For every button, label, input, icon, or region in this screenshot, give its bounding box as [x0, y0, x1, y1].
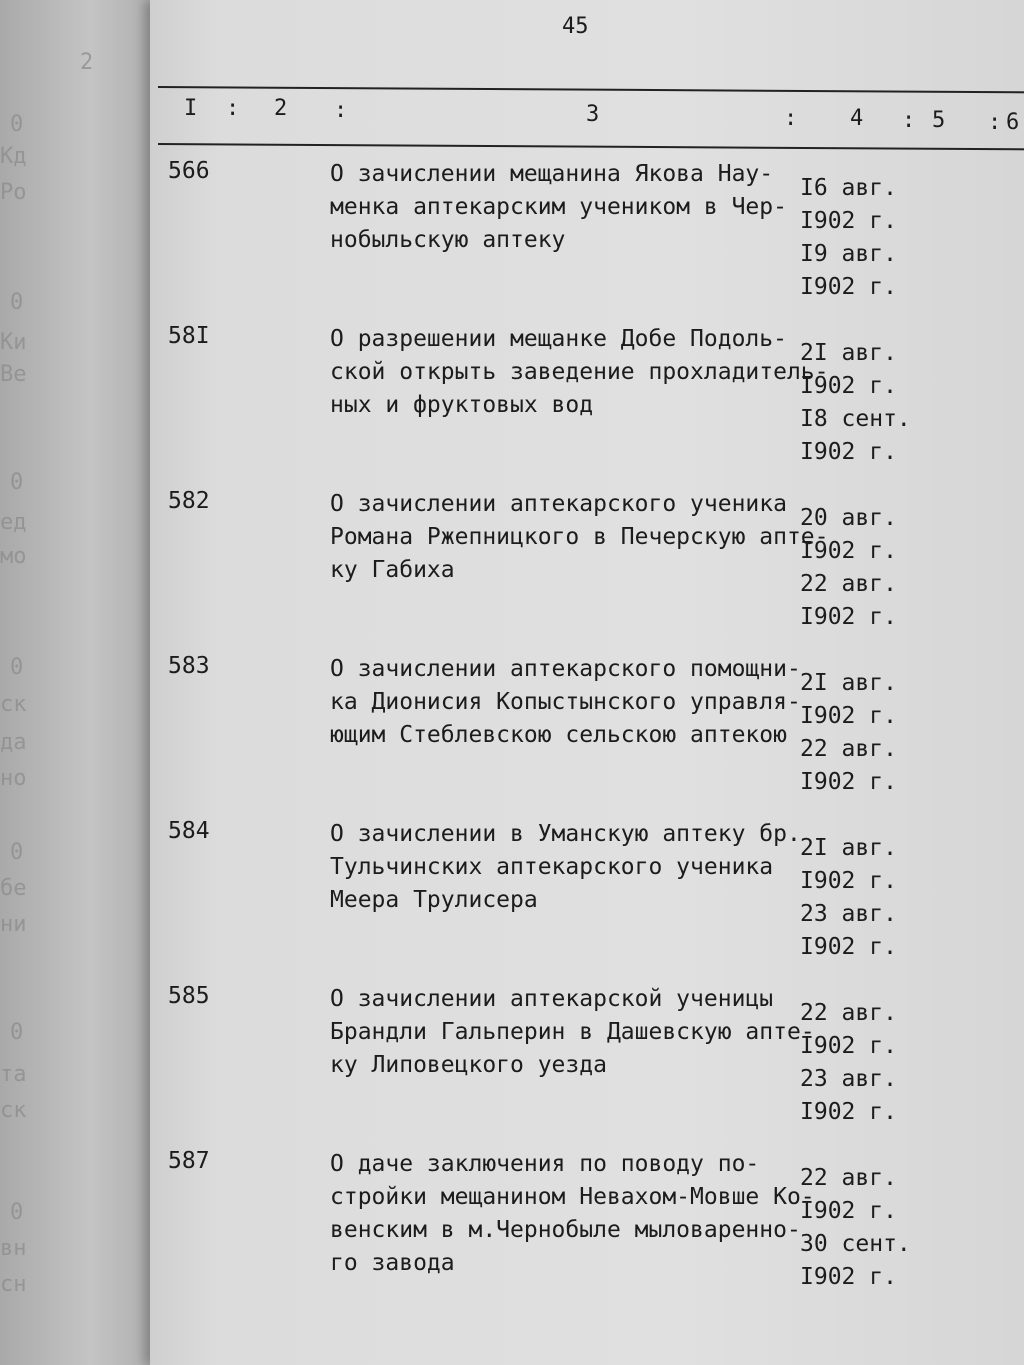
date-line: I902 г. — [800, 208, 897, 234]
margin-fragment: бе — [0, 876, 27, 901]
description-line: ных и фруктовых вод — [330, 392, 594, 418]
date-line: I902 г. — [800, 1198, 897, 1224]
previous-page-edge — [0, 0, 150, 1365]
header-separator: : — [988, 110, 1002, 135]
description-line: стройки мещанином Невахом-Мовше Ко- — [330, 1184, 815, 1210]
description-line: Романа Ржепницкого в Печерскую апте- — [330, 524, 829, 550]
document-page — [150, 0, 1024, 1365]
description-line: О зачислении в Уманскую аптеку бр. — [330, 821, 801, 847]
entry-description — [330, 488, 829, 587]
margin-fragment: 0 — [10, 840, 24, 865]
date-line: I902 г. — [800, 1033, 897, 1059]
entry-number: 566 — [168, 158, 210, 184]
entry-dates — [800, 502, 920, 634]
entry-584 — [150, 818, 1024, 978]
margin-fragment: ск — [0, 1098, 27, 1123]
header-separator: : — [902, 108, 916, 133]
margin-fragment: да — [0, 730, 27, 755]
header-top-rule — [158, 86, 1024, 93]
date-line: 2I авг. — [800, 340, 897, 366]
date-line: 23 авг. — [800, 901, 897, 927]
description-line: Тульчинских аптекарского ученика — [330, 854, 774, 880]
description-line: О даче заключения по поводу по- — [330, 1151, 760, 1177]
entry-description — [330, 1148, 815, 1280]
margin-fragment: ни — [0, 912, 27, 937]
margin-fragment: сн — [0, 1272, 27, 1297]
description-line: ка Дионисия Копыстынского управля- — [330, 689, 801, 715]
date-line: 2I авг. — [800, 835, 897, 861]
entry-583 — [150, 653, 1024, 813]
date-line: I902 г. — [800, 934, 897, 960]
date-line: I6 авг. — [800, 175, 897, 201]
description-line: О разрешении мещанке Добе Подоль- — [330, 326, 787, 352]
date-line: I902 г. — [800, 1099, 897, 1125]
entry-number: 582 — [168, 488, 210, 514]
date-line: 22 авг. — [800, 736, 897, 762]
header-separator: : — [784, 106, 798, 131]
header-col-6: 6 — [1006, 110, 1020, 135]
entry-dates — [800, 997, 920, 1129]
description-line: О зачислении аптекарского ученика — [330, 491, 787, 517]
date-line: 2I авг. — [800, 670, 897, 696]
margin-fragment: Ро — [0, 180, 27, 205]
entry-582 — [150, 488, 1024, 648]
entry-number: 583 — [168, 653, 210, 679]
margin-fragment: 0 — [10, 470, 24, 495]
entry-description — [330, 323, 829, 422]
header-col-4: 4 — [850, 106, 864, 131]
page-number: 45 — [562, 14, 589, 39]
date-line: I902 г. — [800, 373, 897, 399]
date-line: I902 г. — [800, 703, 897, 729]
entry-dates — [800, 1162, 920, 1294]
header-separator: : — [226, 96, 240, 121]
margin-fragment: 0 — [10, 1020, 24, 1045]
date-line: 22 авг. — [800, 571, 897, 597]
date-line: I902 г. — [800, 439, 897, 465]
entry-description — [330, 818, 800, 917]
date-line: 30 сент. — [800, 1231, 911, 1257]
entry-description — [330, 158, 800, 257]
description-line: О зачислении мещанина Якова Нау- — [330, 161, 774, 187]
date-line: I902 г. — [800, 769, 897, 795]
description-line: ской открыть заведение прохладитель- — [330, 359, 829, 385]
date-line: I902 г. — [800, 538, 897, 564]
date-line: I902 г. — [800, 868, 897, 894]
description-line: О зачислении аптекарского помощни- — [330, 656, 801, 682]
entry-dates — [800, 667, 920, 799]
margin-fragment: но — [0, 766, 27, 791]
margin-fragment: ед — [0, 510, 27, 535]
entry-587 — [150, 1148, 1024, 1328]
date-line: 23 авг. — [800, 1066, 897, 1092]
date-line: 22 авг. — [800, 1165, 897, 1191]
description-line: ющим Стеблевскою сельскою аптекою — [330, 722, 787, 748]
header-col-1: I — [184, 96, 198, 121]
date-line: I902 г. — [800, 274, 897, 300]
margin-fragment: ск — [0, 692, 27, 717]
entry-description — [330, 653, 800, 752]
entry-dates — [800, 172, 920, 304]
margin-fragment: Кд — [0, 144, 27, 169]
description-line: нобыльскую аптеку — [330, 227, 566, 253]
description-line: ку Липовецкого уезда — [330, 1052, 607, 1078]
entry-number: 585 — [168, 983, 210, 1009]
margin-fragment: 2 — [80, 50, 94, 75]
date-line: I902 г. — [800, 1264, 897, 1290]
entry-566 — [150, 158, 1024, 318]
margin-fragment: Ве — [0, 362, 27, 387]
description-line: менка аптекарским учеником в Чер- — [330, 194, 787, 220]
margin-fragment: 0 — [10, 290, 24, 315]
description-line: венским в м.Чернобыле мыловаренно- — [330, 1217, 801, 1243]
description-line: Меера Трулисера — [330, 887, 538, 913]
margin-fragment: та — [0, 1062, 27, 1087]
entry-number: 584 — [168, 818, 210, 844]
margin-fragment: 0 — [10, 655, 24, 680]
entry-number: 587 — [168, 1148, 210, 1174]
entry-585 — [150, 983, 1024, 1143]
entry-description — [330, 983, 815, 1082]
margin-fragment: мо — [0, 544, 27, 569]
header-separator: : — [334, 98, 348, 123]
description-line: Брандли Гальперин в Дашевскую апте- — [330, 1019, 815, 1045]
entry-number: 58I — [168, 323, 210, 349]
description-line: ку Габиха — [330, 557, 455, 583]
entry-581 — [150, 323, 1024, 483]
header-col-5: 5 — [932, 108, 946, 133]
date-line: I8 сент. — [800, 406, 911, 432]
date-line: I9 авг. — [800, 241, 897, 267]
margin-fragment: 0 — [10, 112, 24, 137]
header-col-2: 2 — [274, 96, 288, 121]
description-line: О зачислении аптекарской ученицы — [330, 986, 774, 1012]
entry-dates — [800, 337, 920, 469]
header-bottom-rule — [158, 143, 1024, 150]
date-line: 22 авг. — [800, 1000, 897, 1026]
margin-fragment: Ки — [0, 330, 27, 355]
date-line: I902 г. — [800, 604, 897, 630]
margin-fragment: вн — [0, 1236, 27, 1261]
margin-fragment: 0 — [10, 1200, 24, 1225]
header-col-3: 3 — [586, 102, 600, 127]
description-line: го завода — [330, 1250, 455, 1276]
date-line: 20 авг. — [800, 505, 897, 531]
entry-dates — [800, 832, 920, 964]
